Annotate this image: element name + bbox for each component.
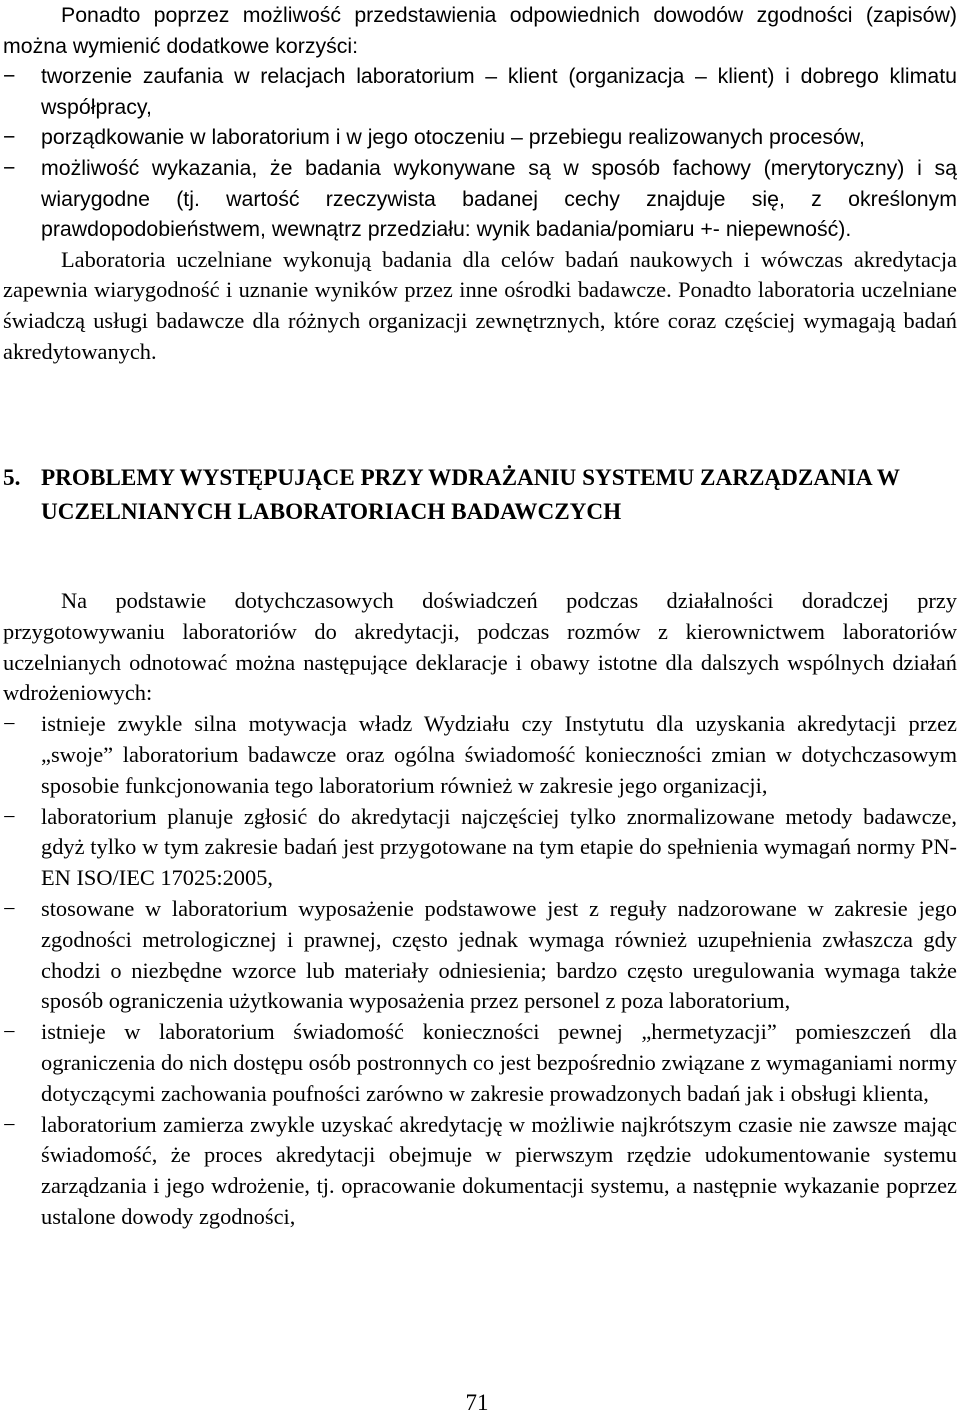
dash-bullet-icon xyxy=(3,709,37,740)
section-body xyxy=(3,586,957,1233)
list-item xyxy=(3,153,957,245)
list-item-text: istnieje zwykle silna motywacja władz Wydziału czy Instytutu dla uzyskania akredytacji przez „swoje” laboratorium badawcze oraz ogólna świadomość konieczności zmian w dotychczasowym sposobie funkcjonowania tego laboratorium również w zakresie jego organizacji, xyxy=(41,711,957,798)
page-number: 71 xyxy=(465,1390,489,1415)
section-number: 5. xyxy=(3,465,21,491)
dash-bullet-icon xyxy=(3,894,37,925)
list-item xyxy=(3,894,957,1017)
section-heading xyxy=(3,461,957,529)
intro-paragraph: Ponadto poprzez możliwość przedstawienia odpowiednich dowodów zgodności (zapisów) można wymienić dodatkowe korzyści: xyxy=(3,3,957,58)
dash-bullet-icon xyxy=(3,1110,37,1141)
list-item xyxy=(3,802,957,894)
list-item xyxy=(3,1110,957,1233)
list-item-text: laboratorium zamierza zwykle uzyskać akredytację w możliwie najkrótszym czasie nie zawsze mając świadomość, że proces akredytacji obejmuje w pierwszym rzędzie udokumentowanie systemu zarządzania i jego wdrożenie, tj. opracowanie dokumentacji systemu, a następnie wykazanie poprzez ustalone dowody zgodności, xyxy=(41,1111,957,1229)
intro-block xyxy=(3,0,957,367)
intro-paragraph-2: Laboratoria uczelniane wykonują badania dla celów badań naukowych i wówczas akredytacja zapewnia wiarygodność i uznanie wyników przez inne ośrodki badawcze. Ponadto laboratoria uczelniane świadczą usługi badawcze dla różnych organizacji zewnętrznych, które coraz częściej wymagają badań akredytowanych. xyxy=(3,246,957,364)
dash-bullet-icon xyxy=(3,1017,37,1048)
list-item xyxy=(3,122,957,153)
list-item xyxy=(3,61,957,122)
list-item-text: porządkowanie w laboratorium i w jego otoczeniu – przebiegu realizowanych procesów, xyxy=(41,125,865,150)
list-item-text: tworzenie zaufania w relacjach laboratorium – klient (organizacja – klient) i dobrego klimatu współpracy, xyxy=(41,64,957,119)
dash-bullet-icon xyxy=(3,122,37,153)
dash-bullet-icon xyxy=(3,153,37,184)
dash-bullet-icon xyxy=(3,61,37,92)
list-item-text: laboratorium planuje zgłosić do akredytacji najczęściej tylko znormalizowane metody badawcze, gdyż tylko w tym zakresie badań jest przygotowane na tym etapie do spełnienia wymagań normy PN-EN ISO/IEC 17025:2005, xyxy=(41,803,957,891)
list-item xyxy=(3,709,957,801)
dash-bullet-icon xyxy=(3,802,37,833)
section-paragraph: Na podstawie dotychczasowych doświadczeń podczas działalności doradczej przy przygotowywaniu laboratoriów do akredytacji, podczas rozmów z kierownictwem laboratoriów uczelnianych odnotować można następujące deklaracje i obawy istotne dla dalszych wspólnych działań wdrożeniowych: xyxy=(3,588,957,706)
list-item-text: możliwość wykazania, że badania wykonywane są w sposób fachowy (merytoryczny) i są wiarygodne (tj. wartość rzeczywista badanej cechy znajduje się, z określonym prawdopodobieństwem, wewnątrz przedziału: wynik badania/pomiaru +- niepewność). xyxy=(41,155,957,242)
section-title: PROBLEMY WYSTĘPUJĄCE PRZY WDRAŻANIU SYSTEMU ZARZĄDZANIA W UCZELNIANYCH LABORATORIACH BADAWCZYCH xyxy=(41,465,900,525)
list-item-text: stosowane w laboratorium wyposażenie podstawowe jest z reguły nadzorowane w zakresie jego zgodności metrologicznej i prawnej, często jednak wymaga również uzupełnienia zwłaszcza gdy chodzi o niezbędne wzorce lub materiały odniesienia; bardzo często uregulowania wymaga także sposób ograniczenia użytkowania wyposażenia przez personel z poza laboratorium, xyxy=(41,895,957,1014)
list-item-text: istnieje w laboratorium świadomość konieczności pewnej „hermetyzacji” pomieszczeń dla ograniczenia do nich dostępu osób postronnych co jest bezpośrednio związane z wymaganiami normy dotyczącymi zachowania poufności zarówno w zakresie prowadzonych badań jak i obsługi klienta, xyxy=(41,1019,957,1106)
list-item xyxy=(3,1017,957,1109)
